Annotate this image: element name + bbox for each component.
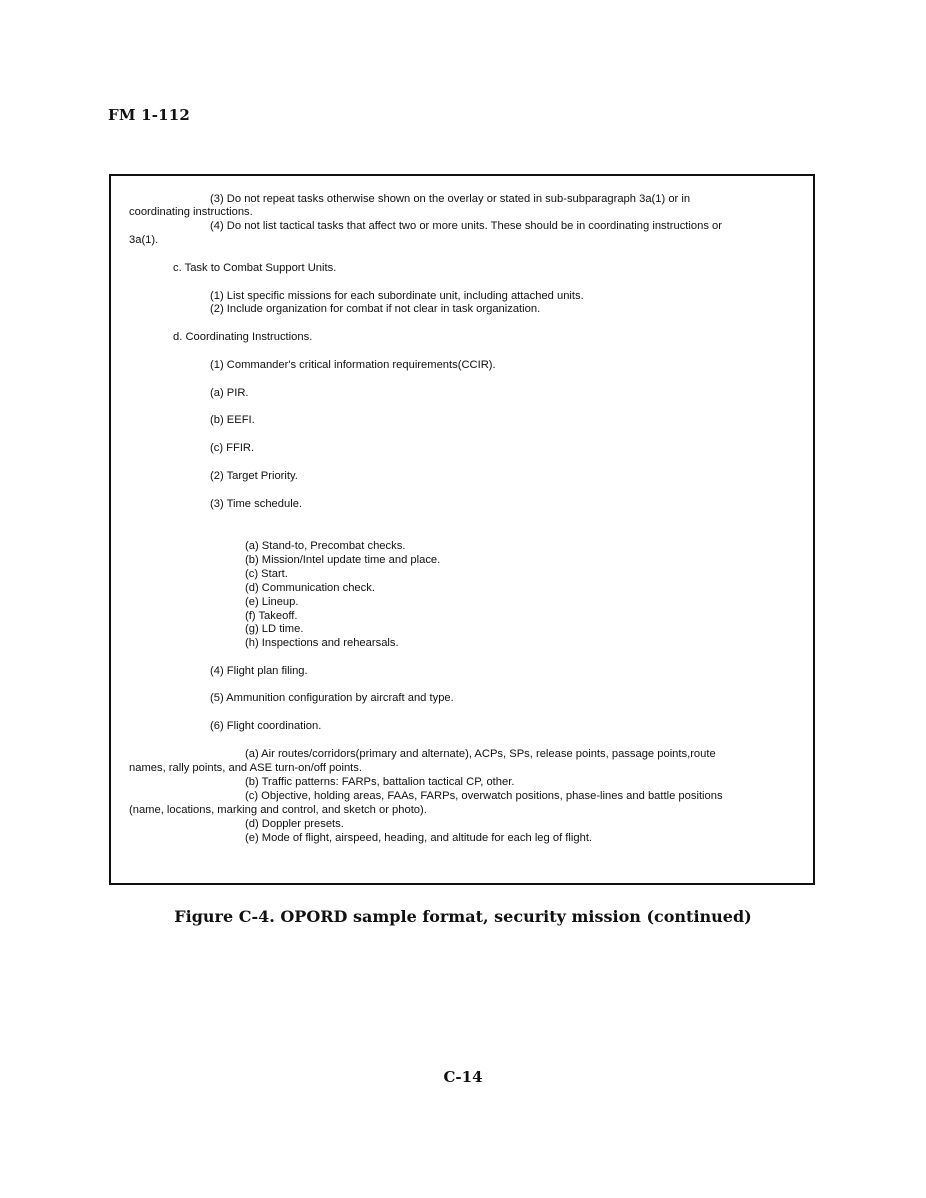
section-d-heading: d. Coordinating Instructions. bbox=[173, 331, 313, 343]
flight-coordination-item-e: (e) Mode of flight, airspeed, heading, and altitude for each leg of flight. bbox=[245, 832, 593, 844]
flight-coordination-item-a: (a) Air routes/corridors(primary and alternate), ACPs, SPs, release points, passage points,route bbox=[245, 748, 716, 760]
section-c-heading: c. Task to Combat Support Units. bbox=[173, 262, 337, 274]
item-4-continuation: 3a(1). bbox=[129, 234, 159, 246]
flight-coordination-item-c: (c) Objective, holding areas, FAAs, FARPs, overwatch positions, phase-lines and battle positions bbox=[245, 790, 723, 802]
flight-coordination-item-a-continuation: names, rally points, and ASE turn-on/off points. bbox=[129, 762, 362, 774]
item-3-text: (3) Do not repeat tasks otherwise shown on the overlay or stated in sub-subparagraph 3a(1) or in bbox=[210, 193, 691, 205]
time-schedule-item-d: (d) Communication check. bbox=[245, 582, 375, 594]
section-d-item-1: (1) Commander's critical information requirements(CCIR). bbox=[210, 359, 496, 371]
section-d-item-1a: (a) PIR. bbox=[210, 387, 249, 399]
section-d-item-6: (6) Flight coordination. bbox=[210, 720, 322, 732]
section-d-item-1c: (c) FFIR. bbox=[210, 442, 255, 454]
section-d-item-1b: (b) EEFI. bbox=[210, 414, 255, 426]
flight-coordination-item-d: (d) Doppler presets. bbox=[245, 818, 344, 830]
time-schedule-item-h: (h) Inspections and rehearsals. bbox=[245, 637, 399, 649]
section-d-item-4: (4) Flight plan filing. bbox=[210, 665, 308, 677]
page-number: C-14 bbox=[443, 1068, 483, 1086]
time-schedule-item-e: (e) Lineup. bbox=[245, 596, 299, 608]
section-d-item-5: (5) Ammunition configuration by aircraft and type. bbox=[210, 692, 454, 704]
time-schedule-item-g: (g) LD time. bbox=[245, 623, 304, 635]
section-c-item-2: (2) Include organization for combat if not clear in task organization. bbox=[210, 303, 541, 315]
item-3-continuation: coordinating instructions. bbox=[129, 206, 253, 218]
document-id-header: FM 1-112 bbox=[108, 106, 191, 124]
section-d-item-3: (3) Time schedule. bbox=[210, 498, 303, 510]
item-4-text: (4) Do not list tactical tasks that affect two or more units. These should be in coordinating instructions or bbox=[210, 220, 722, 232]
section-c-item-1: (1) List specific missions for each subordinate unit, including attached units. bbox=[210, 290, 584, 302]
flight-coordination-item-b: (b) Traffic patterns: FARPs, battalion tactical CP, other. bbox=[245, 776, 515, 788]
time-schedule-item-f: (f) Takeoff. bbox=[245, 610, 298, 622]
time-schedule-item-b: (b) Mission/Intel update time and place. bbox=[245, 554, 441, 566]
section-d-item-2: (2) Target Priority. bbox=[210, 470, 298, 482]
time-schedule-item-a: (a) Stand-to, Precombat checks. bbox=[245, 540, 406, 552]
flight-coordination-item-c-continuation: (name, locations, marking and control, and sketch or photo). bbox=[129, 804, 427, 816]
time-schedule-item-c: (c) Start. bbox=[245, 568, 288, 580]
figure-caption: Figure C-4. OPORD sample format, security mission (continued) bbox=[174, 907, 752, 926]
